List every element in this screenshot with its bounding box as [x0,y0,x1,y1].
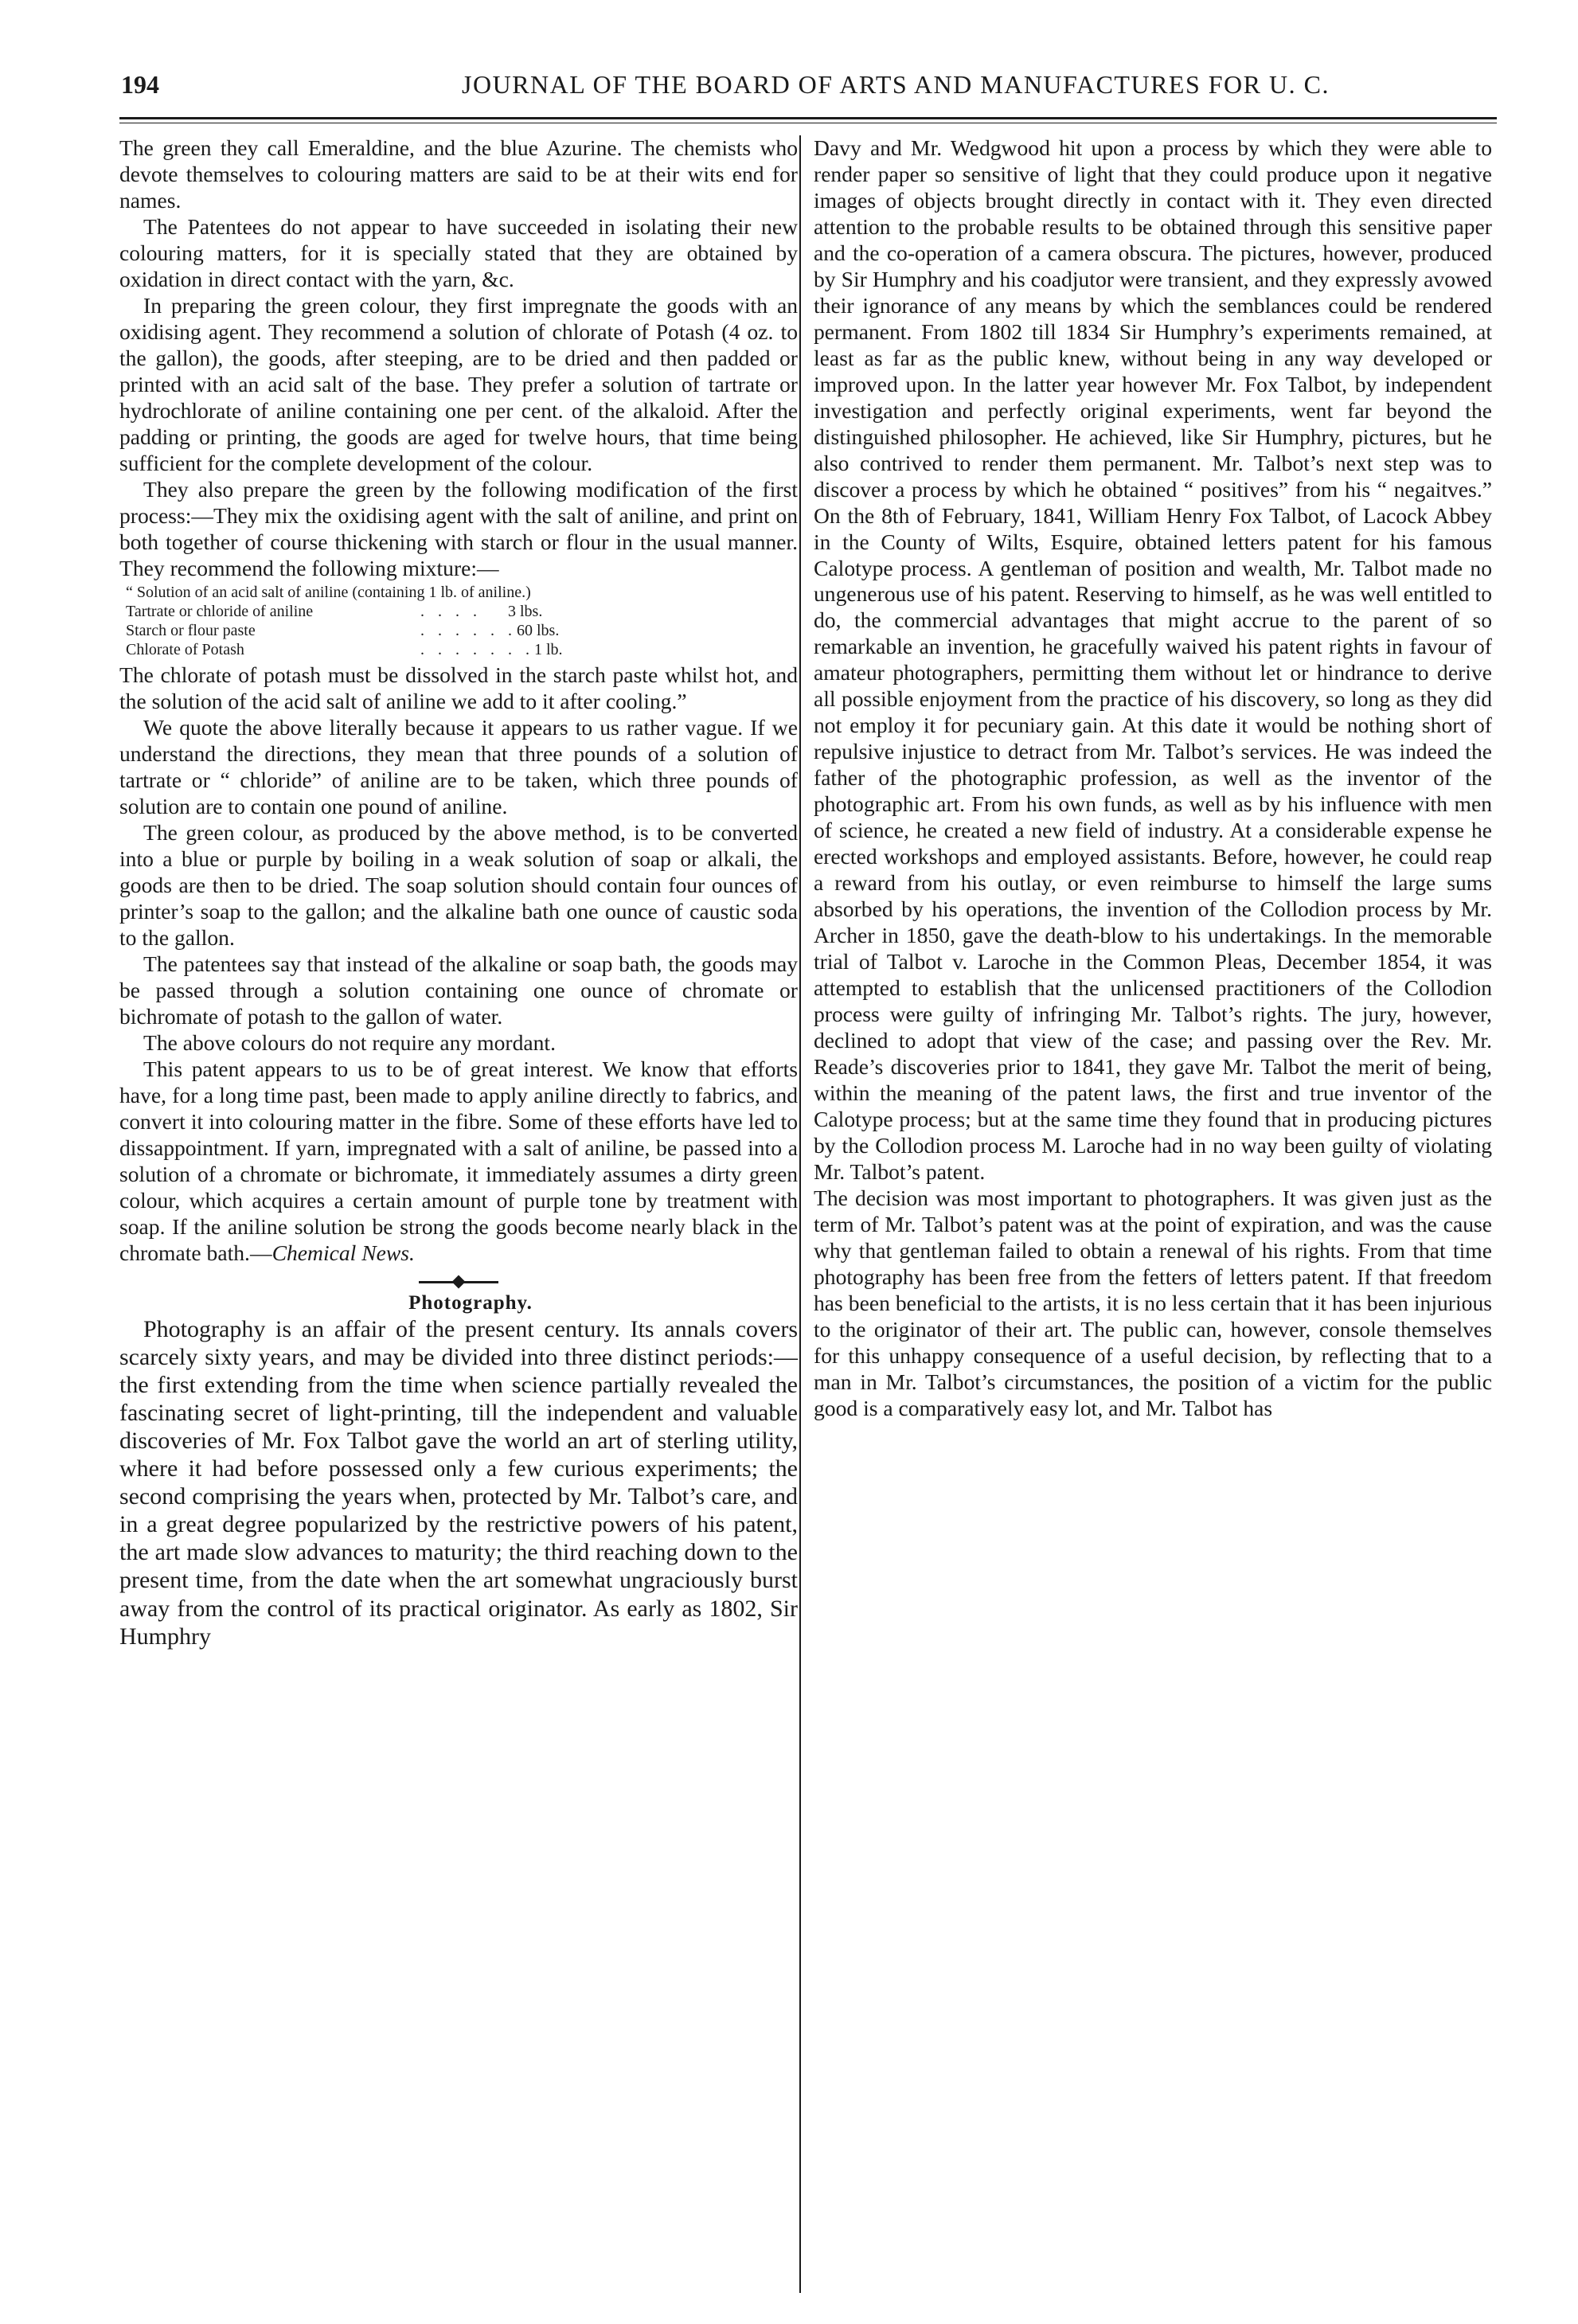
recipe-intro: “ Solution of an acid salt of aniline (containing 1 lb. of aniline.) [126,584,531,602]
right-column [814,135,1492,2285]
paragraph: The green colour, as produced by the above method, is to be converted into a blue or purple by boiling in a weak solution of soap or alkali, the goods are then to be dried. The soap solution should contain four ounces of printer’s soap to the gallon; and the alkaline bath one ounce of caustic soda to the gallon. [119,820,798,951]
paragraph: The above colours do not require any mordant. [143,1030,556,1056]
paragraph: Photography is an affair of the present century. Its annals covers scarcely sixty years, and may be divided into three distinct periods:—the first extending from the time when science partially revealed the fascinating secret of light-printing, till the independent and valuable discoveries of Mr. Fox Talbot gave the world an art of sterling utility, where it had before possessed only a few curious experiments; the second comprising the years when, protected by Mr. Talbot’s care, and in a great degree popularized by the restrictive powers of his patent, the art made slow advances to maturity; the third reaching down to the present time, from the date when the art somewhat ungraciously burst away from the control of its practical originator. As early as 1802, Sir Humphry [119,1315,798,1650]
section-heading: Photography. [408,1291,533,1314]
paragraph: The patentees say that instead of the alkaline or soap bath, the goods may be passed through a solution containing one ounce of chromate or bichromate of potash to the gallon of water. [119,951,798,1029]
recipe-item: Tartrate or chloride of aniline [126,603,314,621]
recipe-amount: 60 lbs. [517,622,560,640]
paragraph: Davy and Mr. Wedgwood hit upon a process by which they were able to render paper so sensitive of light that they could produce upon it negative images of objects brought directly in contact with it. They even directed attention to the probable results to be obtained through this sensitive paper and the co-operation of a camera obscura. The pictures, however, produced by Sir Humphry and his coadjutor were transient, and they expressly avowed their ignorance of any means by which the semblances could be rendered permanent. From 1802 till 1834 Sir Humphry’s experiments remained, at least as far as the public knew, without being in any way developed or improved upon. In the latter year however Mr. Fox Talbot, by independent investigation and perfectly original experiments, went far beyond the distinguished philosopher. He achieved, like Sir Humphry, pictures, but he also contrived to render them permanent. Mr. Talbot’s next step was to discover a process by which he obtained “ positives” from his “ negaitves.” On the 8th of February, 1841, William Henry Fox Talbot, of Lacock Abbey in the County of Wilts, Esquire, obtained letters patent for his famous Calotype process. A gentleman of position and wealth, Mr. Talbot made no ungenerous use of his patent. Reserving to himself, as he was well entitled to do, the commercial advantages that might accrue to the parent of so remarkable an invention, he gracefully waived his patent rights in favour of amateur photographers, permitting them without let or hindrance to derive all possible enjoyment from the practice of his discovery, so long as they did not employ it for pecuniary gain. At this date it would be nothing short of repulsive injustice to detract from Mr. Talbot’s services. He was indeed the father of the photographic profession, as well as the inventor of the photographic art. From his own funds, as well as by his influence with men of science, he created a new field of industry. At a considerable expense he erected workshops and employed assistants. Before, however, he could reap a reward from his outlay, or even reimburse to himself the large sums absorbed by his operations, the invention of the Collodion process by Mr. Archer in 1850, gave the death-blow to his undertakings. In the memorable trial of Talbot v. Laroche in the Common Pleas, December 1854, it was attempted to establish that the unlicensed practitioners of the Collodion process were guilty of infringing Mr. Talbot’s rights. The jury, however, declined to adopt that view of the case; and passing over the Rev. Mr. Reade’s discoveries prior to 1841, they gave Mr. Talbot the merit of being, within the meaning of the patent laws, the first and true inventor of the Calotype process; but at the same time they found that in producing pictures by the Collodion process M. Laroche had in no way been guilty of violating Mr. Talbot’s patent. [814,135,1492,1184]
paragraph: They also prepare the green by the following modification of the first process:—They mix the oxidising agent with the salt of aniline, and print on both together of course thickening with starch or flour in the usual manner. They recommend the following mixture:— [119,476,798,580]
paragraph: The chlorate of potash must be dissolved in the starch paste whilst hot, and the solution of the acid salt of aniline we add to it after cooling.” [119,662,798,714]
running-title: JOURNAL OF THE BOARD OF ARTS AND MANUFACTURES FOR U. C. [462,70,1330,99]
page-header [119,70,1497,102]
paragraph: The Patentees do not appear to have succeeded in isolating their new colouring matters, for it is specially stated that they are obtained by oxidation in direct contact with the yarn, &c. [119,213,798,291]
column-divider [799,135,801,2293]
recipe-row [119,602,603,621]
recipe-item: Chlorate of Potash [126,641,244,659]
paragraph [119,1057,798,1267]
recipe-dots: . . . . . . . [420,641,534,659]
recipe-item: Starch or flour paste [126,622,256,640]
recipe-amount: 1 lb. [534,641,563,659]
recipe-amount: 3 lbs. [508,603,543,621]
paragraph: In preparing the green colour, they first impregnate the goods with an oxidising agent. They recommend a solution of chlorate of Potash (4 oz. to the gallon), the goods, after steeping, are to be dried and then padded or printed with an acid salt of the base. They prefer a solution of tartrate or hydrochlorate of aniline containing one per cent. of the alkaloid. After the padding or printing, the goods are aged for twelve hours, that time being sufficient for the complete development of the colour. [119,292,798,475]
paragraph-text: This patent appears to us to be of great interest. We know that efforts have, for a long time past, been made to apply aniline directly to fabrics, and convert it into colouring matter in the fibre. Some of these efforts have led to dissappointment. If yarn, impregnated with a salt of aniline, be passed into a solution of a chromate or bichromate, it immediately assumes a dirty green colour, which acquires a certain amount of purple tone by treatment with soap. If the aniline solution be strong the goods become nearly black in the chromate bath.— [119,1057,798,1265]
source-credit: Chemical News. [271,1240,415,1265]
section-divider-ornament [419,1281,498,1283]
paragraph: The decision was most important to photographers. It was given just as the term of Mr. Talbot’s patent was at the point of expiration, and was the cause why that gentleman failed to obtain a renewal of his rights. From that time photography has been free from the fetters of letters patent. If that freedom has been beneficial to the artists, it is no less certain that it has been injurious to the originator of their art. The public can, however, console themselves for this unhappy consequence of a useful decision, by reflecting that to a man in Mr. Talbot’s circumstances, the position of a victim for the public good is a comparatively easy lot, and Mr. Talbot has [814,1185,1492,1420]
recipe-row [119,621,603,640]
header-rule [119,117,1497,119]
paragraph: We quote the above literally because it appears to us rather vague. If we understand the directions, they mean that three pounds of a solution of tartrate or “ chloride” of aniline are to be taken, which three pounds of solution are to contain one pound of aniline. [119,715,798,819]
paragraph: The green they call Emeraldine, and the blue Azurine. The chemists who devote themselves to colouring matters are said to be at their wits end for names. [119,135,798,213]
left-column [119,135,798,2285]
recipe-dots: . . . . [420,603,482,621]
recipe-row [119,640,603,659]
recipe-table [119,583,798,659]
recipe-dots: . . . . . . [420,622,517,640]
page-number: 194 [121,70,159,99]
